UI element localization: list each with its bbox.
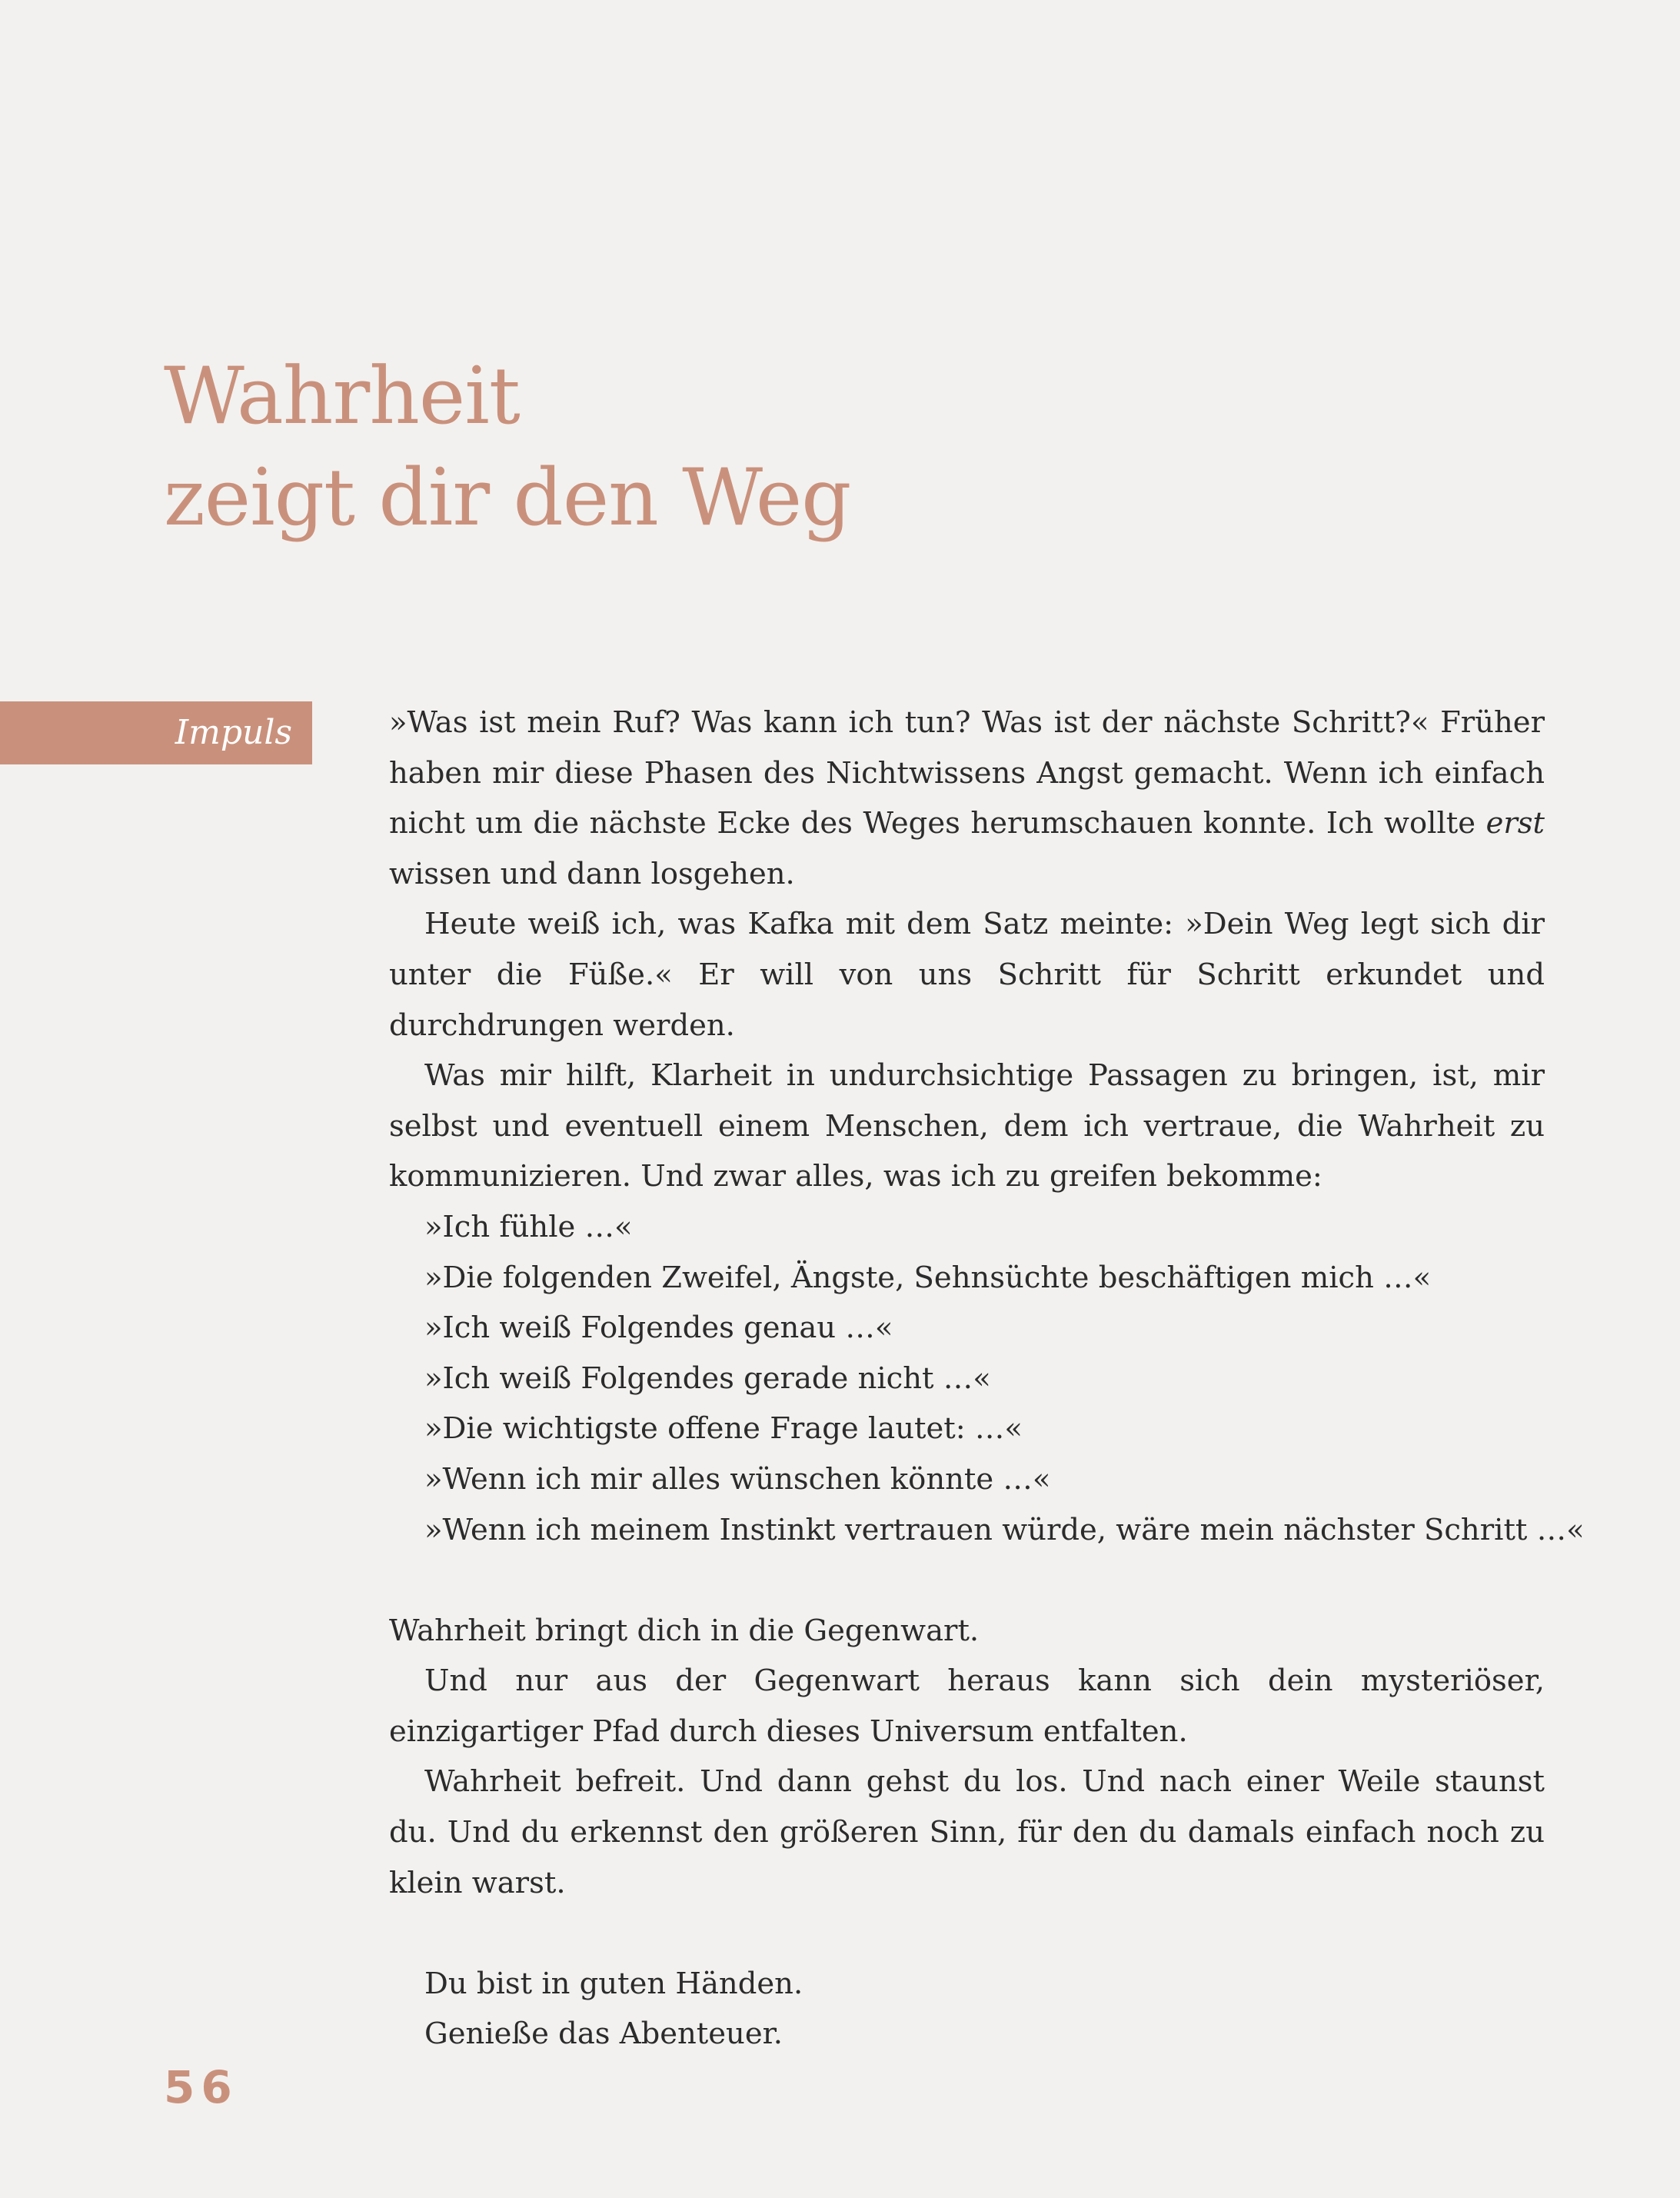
paragraph-2: Heute weiß ich, was Kafka mit dem Satz meinte: »Dein Weg legt sich dir unter die Füße.« Er will von uns Schritt für Schritt erkundet und durchdrungen werden. [389,907,1545,1043]
paragraph-1 [389,698,1545,899]
prompt-item: »Wenn ich mir alles wünschen könnte …« [424,1461,1051,1497]
closing-line-1: Du bist in guten Händen. [424,1966,803,2001]
impuls-tag [0,701,312,764]
closing-line-2: Genieße das Abenteuer. [424,2016,783,2052]
paragraph-1-emphasis: erst [1485,806,1545,841]
body-text [389,698,1585,2060]
paragraph-5: Und nur aus der Gegenwart heraus kann sich dein mysteriöser, einzigartiger Pfad durch dieses Universum entfalten. [389,1663,1545,1749]
paragraph-1-end: wissen und dann losgehen. [389,856,795,891]
page-title [164,346,850,549]
page-number: 56 [164,2061,238,2113]
paragraph-6: Wahrheit befreit. Und dann gehst du los. Und nach einer Weile staunst du. Und du erkennst den größeren Sinn, für den du damals einfach noch zu klein warst. [389,1764,1545,1900]
prompt-item: »Ich weiß Folgendes gerade nicht …« [424,1360,991,1396]
title-line-2: zeigt dir den Weg [164,452,851,544]
impuls-tag-label: Impuls [175,713,292,752]
prompt-item: »Die folgenden Zweifel, Ängste, Sehnsüchte beschäftigen mich …« [424,1260,1432,1295]
paragraph-4: Wahrheit bringt dich in die Gegenwart. [389,1613,980,1648]
prompt-item: »Ich fühle …« [424,1209,633,1244]
section-spacer [389,1908,1545,1959]
prompt-item: »Ich weiß Folgendes genau …« [424,1310,893,1346]
title-line-1: Wahrheit [164,351,520,442]
section-spacer [389,1555,1545,1606]
prompt-item: »Wenn ich meinem Instinkt vertrauen würde, wäre mein nächster Schritt …« [424,1512,1585,1547]
paragraph-3: Was mir hilft, Klarheit in undurchsichtige Passagen zu bringen, ist, mir selbst und eventuell einem Menschen, dem ich vertraue, die Wahrheit zu kommunizieren. Und zwar alles, was ich zu greifen bekomme: [389,1058,1545,1194]
paragraph-1-start: »Was ist mein Ruf? Was kann ich tun? Was ist der nächste Schritt?« Früher haben mir diese Phasen des Nichtwissens Angst gemacht. Wenn ich einfach nicht um die nächste Ecke des Weges herumschauen konnte. Ich wollte [389,705,1545,841]
prompt-item: »Die wichtigste offene Frage lautet: …« [424,1411,1023,1447]
